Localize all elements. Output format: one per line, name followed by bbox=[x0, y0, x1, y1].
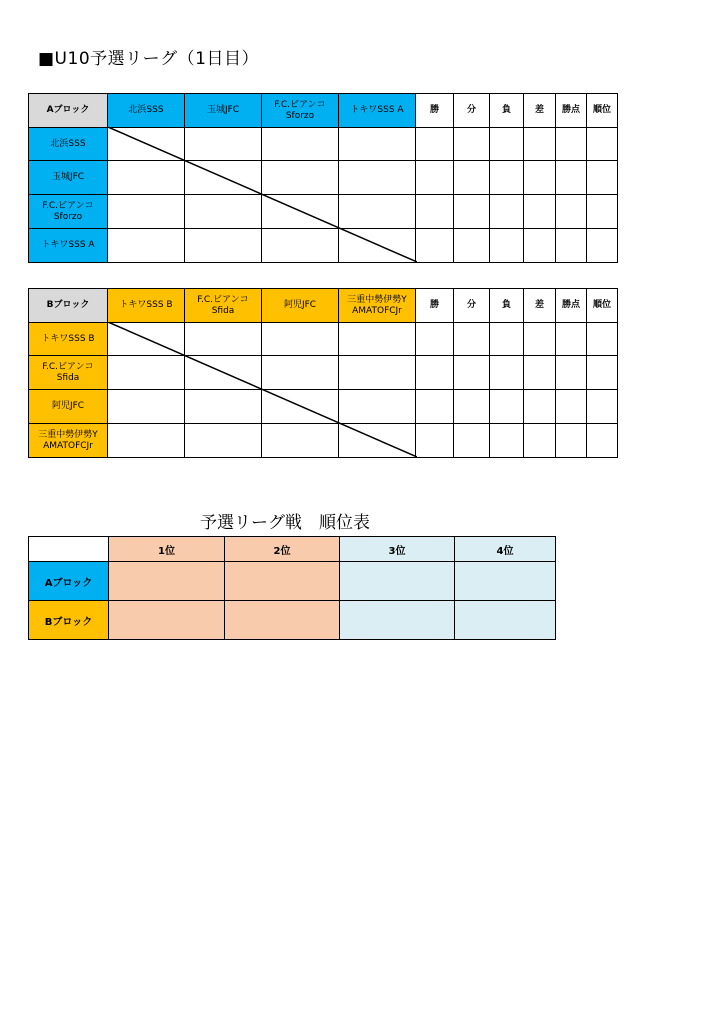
stat-header-wins: 勝 bbox=[416, 94, 454, 128]
match-cell[interactable] bbox=[185, 161, 262, 195]
stat-cell[interactable] bbox=[416, 390, 454, 424]
stat-cell[interactable] bbox=[587, 128, 618, 161]
stat-cell[interactable] bbox=[454, 424, 490, 458]
stat-cell[interactable] bbox=[454, 323, 490, 356]
match-cell[interactable] bbox=[108, 128, 185, 161]
stat-header-draws: 分 bbox=[454, 289, 490, 323]
block-b-row-team-3: 阿児JFC bbox=[29, 390, 108, 424]
stat-cell[interactable] bbox=[416, 356, 454, 390]
stat-cell[interactable] bbox=[556, 195, 587, 229]
stat-cell[interactable] bbox=[524, 424, 556, 458]
ranking-header-1st: 1位 bbox=[109, 537, 225, 562]
ranking-cell[interactable] bbox=[225, 562, 340, 601]
stat-cell[interactable] bbox=[490, 128, 524, 161]
stat-cell[interactable] bbox=[524, 323, 556, 356]
ranking-cell[interactable] bbox=[455, 562, 556, 601]
ranking-header-2nd: 2位 bbox=[225, 537, 340, 562]
block-a-col-team-1: 北浜SSS bbox=[108, 94, 185, 128]
ranking-title: 予選リーグ戦 順位表 bbox=[200, 513, 370, 533]
match-cell[interactable] bbox=[262, 390, 339, 424]
match-cell[interactable] bbox=[185, 229, 262, 263]
page-title: ■U10予選リーグ（1日目） bbox=[38, 49, 259, 69]
stat-cell[interactable] bbox=[556, 356, 587, 390]
block-a-col-team-3: F.C.ビアンコ Sforzo bbox=[262, 94, 339, 128]
stat-cell[interactable] bbox=[524, 128, 556, 161]
stat-header-diff: 差 bbox=[524, 94, 556, 128]
block-a-table bbox=[28, 93, 618, 263]
stat-cell[interactable] bbox=[556, 229, 587, 263]
ranking-cell[interactable] bbox=[340, 562, 455, 601]
ranking-cell[interactable] bbox=[455, 601, 556, 640]
stat-cell[interactable] bbox=[454, 161, 490, 195]
match-cell[interactable] bbox=[262, 128, 339, 161]
stat-cell[interactable] bbox=[454, 128, 490, 161]
stat-cell[interactable] bbox=[490, 424, 524, 458]
block-b-row-team-2: F.C.ビアンコ Sfida bbox=[29, 356, 108, 390]
ranking-cell[interactable] bbox=[109, 601, 225, 640]
stat-cell[interactable] bbox=[416, 161, 454, 195]
ranking-row-block-a: Aブロック bbox=[29, 562, 109, 601]
stat-cell[interactable] bbox=[524, 356, 556, 390]
block-a-row-team-4: トキワSSS A bbox=[29, 229, 108, 263]
stat-header-losses: 負 bbox=[490, 94, 524, 128]
stat-header-points: 勝点 bbox=[556, 289, 587, 323]
stat-cell[interactable] bbox=[524, 229, 556, 263]
stat-cell[interactable] bbox=[490, 161, 524, 195]
match-cell[interactable] bbox=[185, 390, 262, 424]
stat-cell[interactable] bbox=[587, 356, 618, 390]
stat-cell[interactable] bbox=[587, 390, 618, 424]
match-cell[interactable] bbox=[339, 128, 416, 161]
block-a-row-team-1: 北浜SSS bbox=[29, 128, 108, 161]
match-cell[interactable] bbox=[108, 195, 185, 229]
match-cell[interactable] bbox=[185, 195, 262, 229]
match-cell[interactable] bbox=[108, 229, 185, 263]
match-cell[interactable] bbox=[262, 229, 339, 263]
stat-header-points: 勝点 bbox=[556, 94, 587, 128]
match-cell[interactable] bbox=[262, 161, 339, 195]
ranking-header-4th: 4位 bbox=[455, 537, 556, 562]
stat-cell[interactable] bbox=[556, 161, 587, 195]
ranking-cell[interactable] bbox=[109, 562, 225, 601]
match-cell[interactable] bbox=[339, 323, 416, 356]
match-cell[interactable] bbox=[339, 229, 416, 263]
block-b-col-team-4: 三重中勢伊勢Y AMATOFCJr bbox=[339, 289, 416, 323]
block-a-row-team-2: 玉城JFC bbox=[29, 161, 108, 195]
stat-cell[interactable] bbox=[490, 323, 524, 356]
match-cell[interactable] bbox=[185, 128, 262, 161]
stat-cell[interactable] bbox=[490, 390, 524, 424]
stat-header-draws: 分 bbox=[454, 94, 490, 128]
match-cell[interactable] bbox=[339, 195, 416, 229]
stat-cell[interactable] bbox=[556, 390, 587, 424]
stat-cell[interactable] bbox=[416, 195, 454, 229]
match-cell[interactable] bbox=[185, 323, 262, 356]
stat-header-diff: 差 bbox=[524, 289, 556, 323]
block-b-col-team-2: F.C.ビアンコ Sfida bbox=[185, 289, 262, 323]
stat-header-rank: 順位 bbox=[587, 94, 618, 128]
block-a-label: Aブロック bbox=[29, 94, 108, 128]
block-b-col-team-1: トキワSSS B bbox=[108, 289, 185, 323]
block-b-table bbox=[28, 288, 618, 458]
stat-cell[interactable] bbox=[587, 323, 618, 356]
block-b-label: Bブロック bbox=[29, 289, 108, 323]
match-cell[interactable] bbox=[339, 356, 416, 390]
stat-header-losses: 負 bbox=[490, 289, 524, 323]
stat-cell[interactable] bbox=[490, 356, 524, 390]
stat-cell[interactable] bbox=[454, 229, 490, 263]
stat-cell[interactable] bbox=[524, 195, 556, 229]
stat-cell[interactable] bbox=[587, 161, 618, 195]
stat-cell[interactable] bbox=[556, 424, 587, 458]
stat-cell[interactable] bbox=[556, 323, 587, 356]
match-cell[interactable] bbox=[339, 424, 416, 458]
stat-cell[interactable] bbox=[454, 356, 490, 390]
stat-cell[interactable] bbox=[454, 390, 490, 424]
block-a-row-team-3: F.C.ビアンコ Sforzo bbox=[29, 195, 108, 229]
stat-cell[interactable] bbox=[524, 390, 556, 424]
match-cell[interactable] bbox=[262, 356, 339, 390]
stat-header-rank: 順位 bbox=[587, 289, 618, 323]
ranking-header-3rd: 3位 bbox=[340, 537, 455, 562]
match-cell[interactable] bbox=[262, 195, 339, 229]
stat-cell[interactable] bbox=[416, 424, 454, 458]
stat-cell[interactable] bbox=[416, 229, 454, 263]
ranking-cell[interactable] bbox=[225, 601, 340, 640]
match-cell[interactable] bbox=[108, 390, 185, 424]
ranking-row-block-b: Bブロック bbox=[29, 601, 109, 640]
match-cell[interactable] bbox=[108, 323, 185, 356]
block-b-row-team-1: トキワSSS B bbox=[29, 323, 108, 356]
block-b-col-team-3: 阿児JFC bbox=[262, 289, 339, 323]
match-cell[interactable] bbox=[262, 323, 339, 356]
stat-cell[interactable] bbox=[490, 229, 524, 263]
stat-header-wins: 勝 bbox=[416, 289, 454, 323]
match-cell[interactable] bbox=[185, 424, 262, 458]
match-cell[interactable] bbox=[262, 424, 339, 458]
ranking-cell[interactable] bbox=[340, 601, 455, 640]
stat-cell[interactable] bbox=[524, 161, 556, 195]
stat-cell[interactable] bbox=[454, 195, 490, 229]
stat-cell[interactable] bbox=[416, 128, 454, 161]
stat-cell[interactable] bbox=[587, 229, 618, 263]
ranking-table bbox=[28, 536, 556, 640]
stat-cell[interactable] bbox=[416, 323, 454, 356]
ranking-corner bbox=[29, 537, 109, 562]
stat-cell[interactable] bbox=[587, 195, 618, 229]
match-cell[interactable] bbox=[339, 390, 416, 424]
match-cell[interactable] bbox=[108, 356, 185, 390]
stat-cell[interactable] bbox=[587, 424, 618, 458]
stat-cell[interactable] bbox=[490, 195, 524, 229]
match-cell[interactable] bbox=[108, 161, 185, 195]
block-a-col-team-4: トキワSSS A bbox=[339, 94, 416, 128]
match-cell[interactable] bbox=[339, 161, 416, 195]
stat-cell[interactable] bbox=[556, 128, 587, 161]
match-cell[interactable] bbox=[108, 424, 185, 458]
block-b-row-team-4: 三重中勢伊勢Y AMATOFCJr bbox=[29, 424, 108, 458]
match-cell[interactable] bbox=[185, 356, 262, 390]
block-a-col-team-2: 玉城JFC bbox=[185, 94, 262, 128]
